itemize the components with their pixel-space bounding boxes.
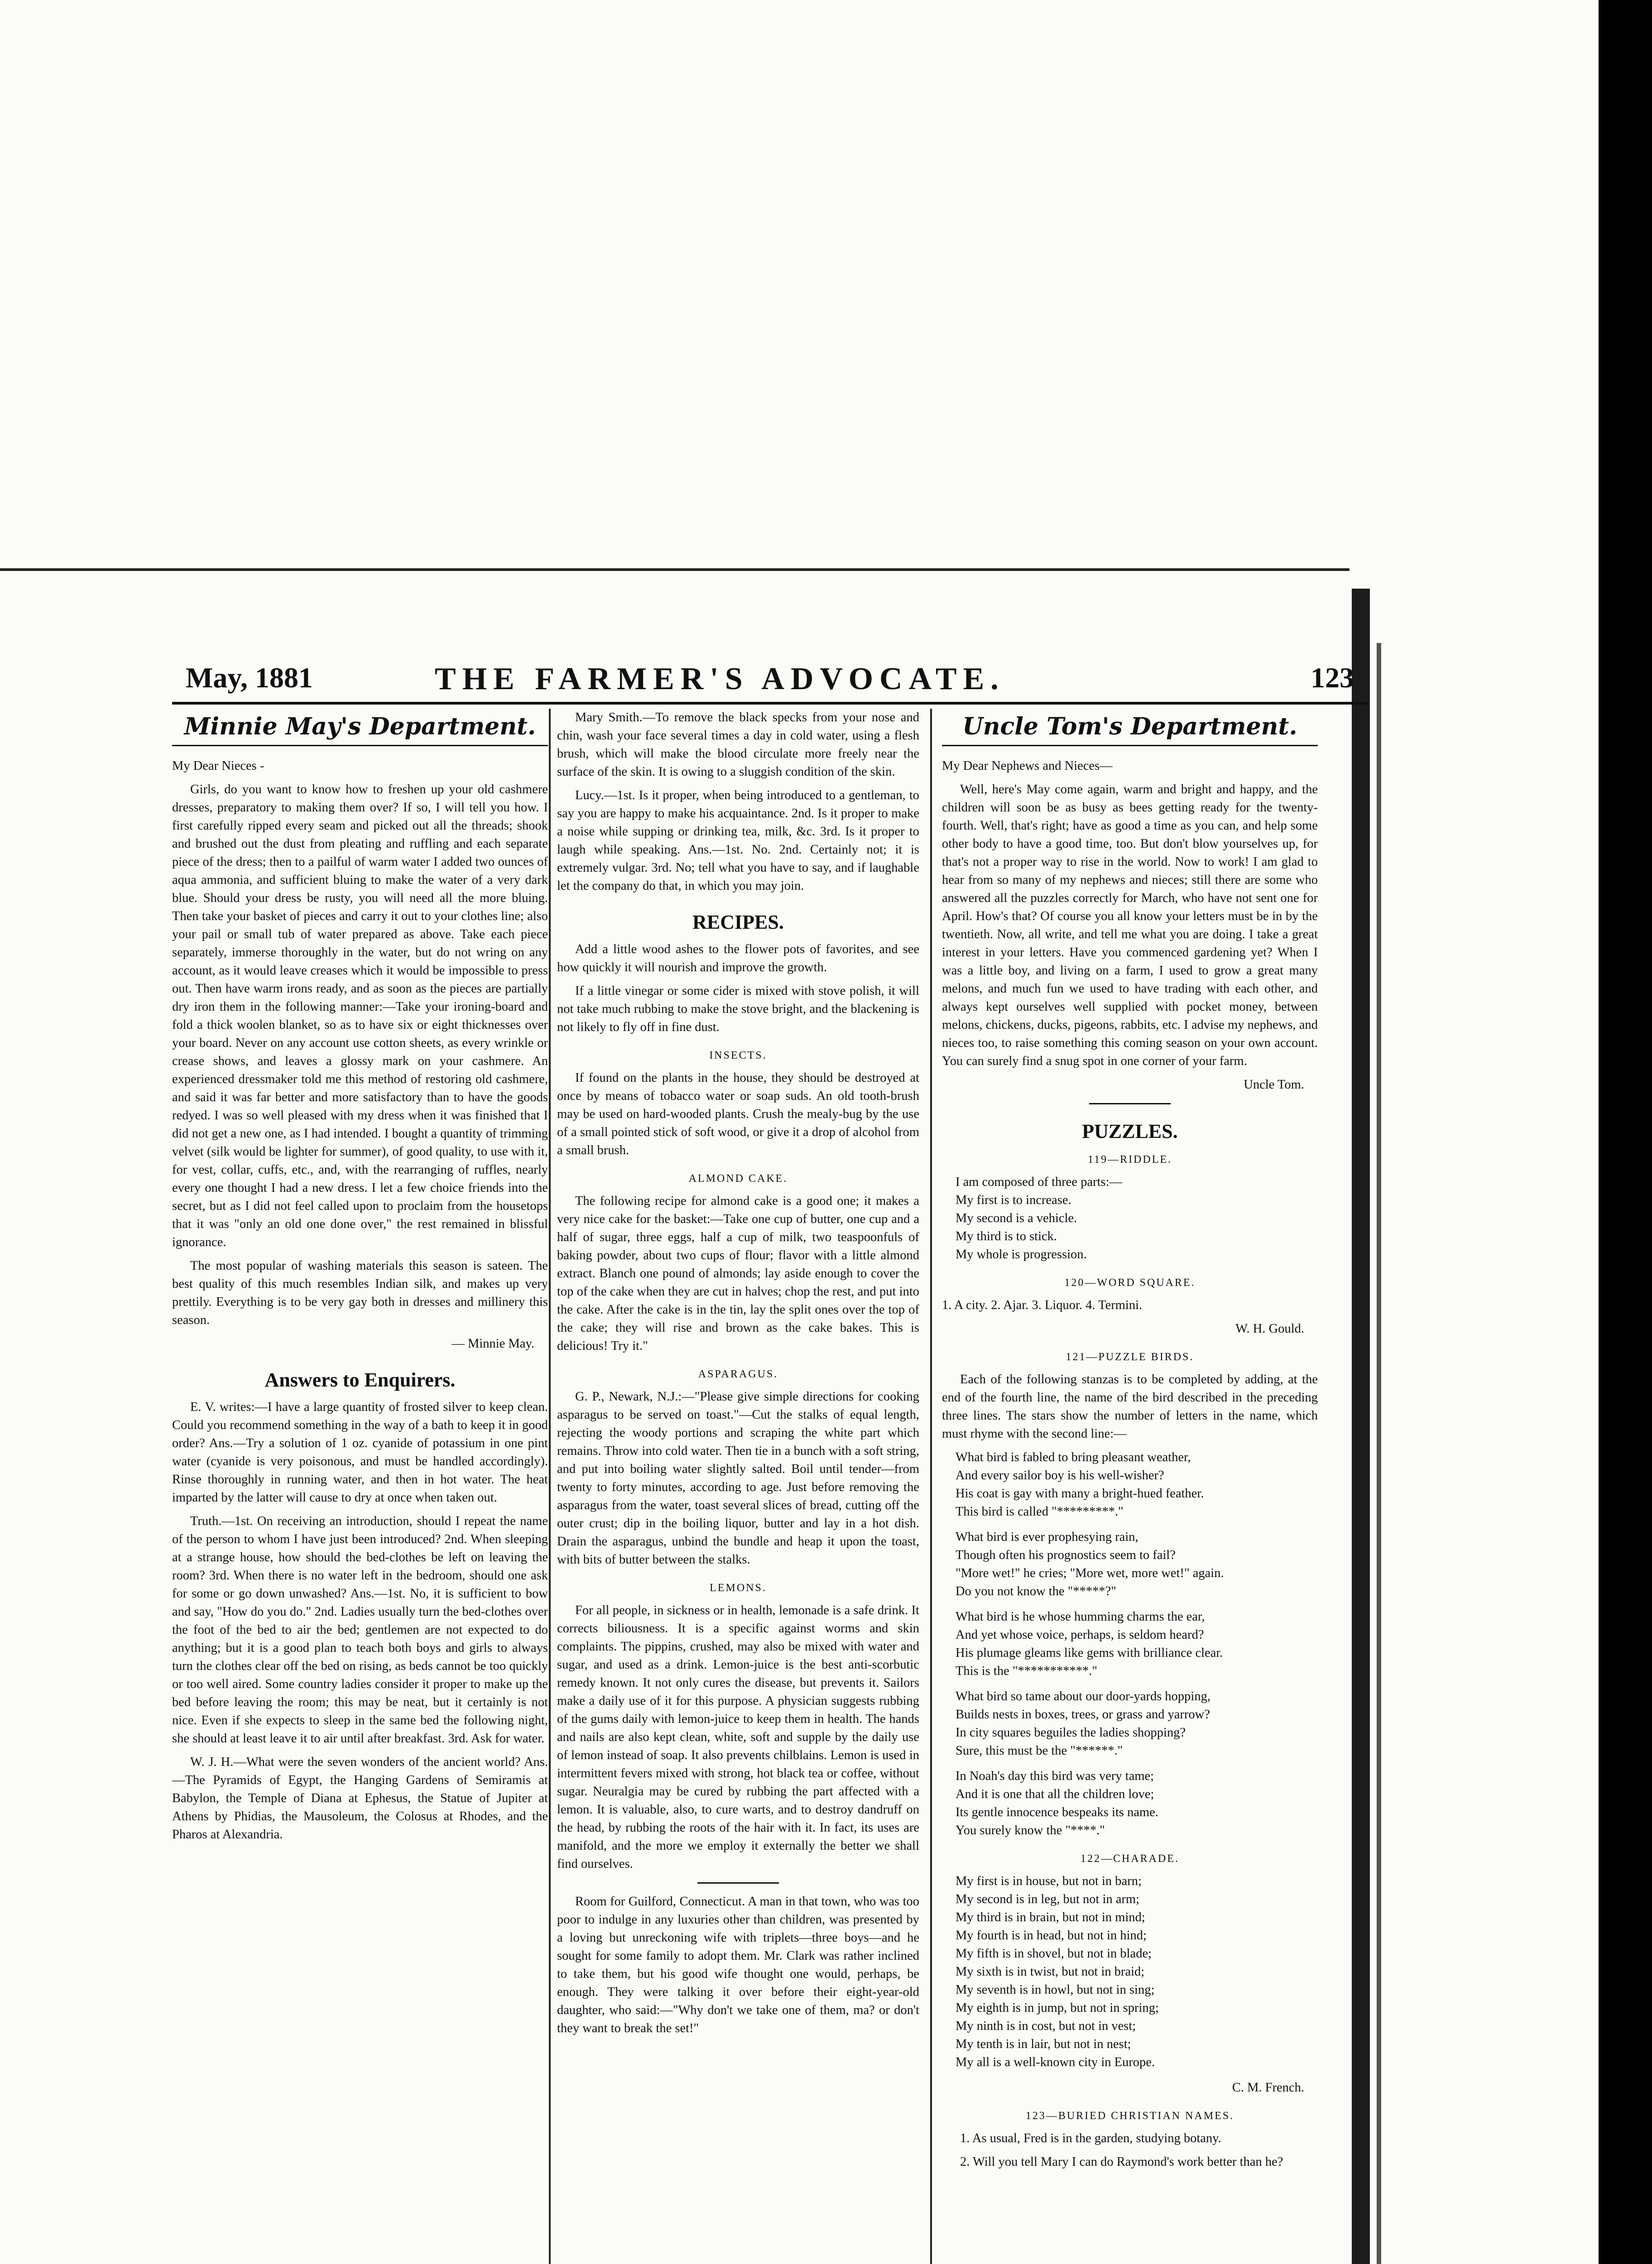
recipe-paragraph: If a little vinegar or some cider is mixed with stove polish, it will not take much rubbing to make the stove bright, and the blackening is not likely to fly off in fine dust. (557, 984, 919, 1034)
header-rule (172, 702, 1368, 705)
puzzle-heading-119: 119—RIDDLE. (1087, 1154, 1172, 1166)
page-header (181, 657, 1359, 706)
section-rule (172, 745, 548, 746)
puzzle-heading-123: 123—BURIED CHRISTIAN NAMES. (1025, 2110, 1234, 2122)
puzzle-text-119: I am composed of three parts:— My first is to increase. My second is a vehicle. My third is to stick. My whole is progression. (956, 1175, 1123, 1262)
recipe-paragraph: The following recipe for almond cake is a good one; it makes a very nice cake for the basket:—Take one cup of butter, one cup and a half of sugar, three eggs, half a cup of milk, two teaspoonfuls of baking powder, about two cups of flour; flavor with a little almond extract. Blanch one pound of almonds; lay aside enough to cover the top of the cake when they are cut in halves; chop the rest, and put into the cake. After the cake is in the tin, lay the split ones over the top of the cake; they will rise and brown as the cake bakes. This is delicious! Try it." (557, 1194, 919, 1353)
puzzle-signature-120: W. H. Gould. (1235, 1322, 1304, 1336)
book-spine-inner (1377, 643, 1381, 2264)
section-title-recipes: RECIPES. (692, 911, 784, 933)
issue-date: May, 1881 (186, 662, 313, 694)
puzzle-verse: What bird is fabled to bring pleasant weather, And every sailor boy is his well-wisher? His coat is gay with many a bright-hued feather. This bird is called "*********." (956, 1450, 1204, 1519)
recipe-paragraph: If found on the plants in the house, they should be destroyed at once by means of tobacco water or soap suds. An old tooth-brush may be used on hard-wooded plants. Crush the mealy-bug by the use of a small pointed stick of soft wood, or give it a drop of alcohol from a small brush. (557, 1071, 919, 1157)
puzzle-text-120: 1. A city. 2. Ajar. 3. Liquor. 4. Termini. (942, 1298, 1143, 1312)
recipe-heading-insects: INSECTS. (709, 1050, 767, 1061)
masthead-title: THE FARMER'S ADVOCATE. (435, 662, 1005, 696)
answer-paragraph: W. J. H.—What were the seven wonders of the ancient world? Ans.—The Pyramids of Egypt, the Hanging Gardens of Semiramis at Babylon, the Temple of Diana at Ephesus, the Statue of Jupiter at Athens by Phidias, the Mausoleum, the Colosus at Rhodes, and the Pharos at Alexandria. (172, 1755, 548, 1842)
column-divider-2 (930, 709, 932, 2264)
recipe-heading-asparagus: ASPARAGUS. (698, 1368, 778, 1380)
recipe-paragraph: G. P., Newark, N.J.:—"Please give simple directions for cooking asparagus to be served on toast."—Cut the stalks of equal length, rejecting the woody portions and scraping the white part which remains. Throw into cold water. Then tie in a bunch with a soft string, and put into boiling water slightly salted. Boil until tender—from twenty to forty minutes, according to age. Just before removing the asparagus from the water, toast several slices of bread, cutting off the outer crust; dip in the boiling liquor, butter and lay in a hot dish. Drain the asparagus, unbind the bundle and heap it upon the toast, with bits of butter between the stalks. (557, 1390, 919, 1567)
article-paragraph: Girls, do you want to know how to freshen up your old cashmere dresses, preparatory to making them over? If so, I will tell you how. I first carefully ripped every seam and picked out all the threads; shook and brushed out the dust from pleating and ruffling and each separate piece of the dress; then to a pailful of warm water I added two ounces of aqua ammonia, and sufficient bluing to make the water of a very dark blue. Should your dress be rusty, you will need all the more bluing. Then take your basket of pieces and carry it out to your clothes line; also your pail or small tub of water prepared as above. Take each piece separately, immerse thoroughly in the water, but do not wring on any account, as it would leave creases which it would be impossible to press out. Then have warm irons ready, and as soon as the pieces are partially dry iron them in the following manner:—Take your ironing-board and fold a thick woolen blanket, so as to have six or eight thicknesses over your board. Never on any account use cotton sheets, as every wrinkle or crease shows, and leaves a glossy mark on your cashmere. An experienced dressmaker told me this method of restoring old cashmere, and said it was far better and more satisfactory than to have the goods redyed. I was so well pleased with my dress when it was finished that I did not get a new one, as I had intended. I bought a quantity of trimming velvet (silk would be lighter for summer), of good quality, to use with it, for vest, collar, cuffs, etc., and, with the rearranging of ruffles, nearly every one thought I had a new dress. I let a few choice friends into the secret, but as I did not feel called upon to proclaim from the housetops that it was "only an old one done over," the rest remained in blissful ignorance. (172, 782, 548, 1249)
answer-paragraph: Lucy.—1st. Is it proper, when being introduced to a gentleman, to say you are happy to make his acquaintance. 2nd. Is it proper to make a noise while supping or drinking tea, milk, &c. 3rd. Is it proper to laugh while speaking. Ans.—1st. No. 2nd. Certainly not; it is extremely vulgar. 3rd. No; tell what you have to say, and if laughable let the company do that, in which you may join. (557, 788, 919, 893)
column-minnie-may (172, 709, 548, 1849)
column-divider-1 (549, 709, 551, 2264)
article-paragraph: The most popular of washing materials this season is sateen. The best quality of this much resembles Indian silk, and makes up very prettily. Everything is to be very gay both in dresses and millinery this season. (172, 1259, 548, 1327)
salutation: My Dear Nieces - (172, 759, 264, 773)
puzzle-heading-121: 121—PUZZLE BIRDS. (1066, 1351, 1194, 1363)
puzzle-heading-120: 120—WORD SQUARE. (1064, 1277, 1196, 1289)
page-top-edge (0, 568, 1349, 571)
puzzle-verse: What bird so tame about our door-yards hopping, Builds nests in boxes, trees, or grass and yarrow? In city squares beguiles the ladies shopping? Sure, this must be the "******." (956, 1689, 1210, 1758)
recipe-paragraph: Add a little wood ashes to the flower pots of favorites, and see how quickly it will nourish and improve the growth. (557, 942, 919, 974)
separator-rule (697, 1882, 779, 1884)
recipe-heading-lemons: LEMONS. (710, 1582, 767, 1594)
separator-rule (1089, 1103, 1171, 1104)
puzzle-heading-122: 122—CHARADE. (1080, 1853, 1179, 1865)
puzzle-intro-121: Each of the following stanzas is to be completed by adding, at the end of the fourth line, the name of the bird described in the preceding three lines. The stars show the number of letters in the name, which must rhyme with the second line:— (942, 1372, 1318, 1441)
signature: Uncle Tom. (1244, 1078, 1304, 1092)
page-number: 123 (1311, 662, 1354, 694)
answer-paragraph: Mary Smith.—To remove the black specks from your nose and chin, wash your face several times a day in cold water, using a flesh brush, which will make the blood circulate more freely near the surface of the skin. It is owing to a sluggish condition of the skin. (557, 710, 919, 779)
puzzle-text-122: My first is in house, but not in barn; My second is in leg, but not in arm; My third is in brain, but not in mind; My fourth is in head, but not in hind; My fifth is in shovel, but not in blade; My sixth is in twist, but not in braid; My seventh is in howl, but not in sing; My eighth is in jump, but not in spring; My ninth is in cost, but not in vest; My tenth is in lair, but not in nest; My all is a well-known city in Europe. (956, 1874, 1159, 2069)
column-uncle-tom (942, 709, 1318, 2177)
puzzle-signature-122: C. M. French. (1232, 2081, 1304, 2095)
section-title-minnie-may: Minnie May's Department. (184, 713, 536, 740)
puzzle-line-123: 2. Will you tell Mary I can do Raymond's work better than he? (960, 2155, 1283, 2169)
puzzle-line-123: 1. As usual, Fred is in the garden, studying botany. (960, 2131, 1221, 2145)
puzzle-verse: In Noah's day this bird was very tame; And it is one that all the children love; Its gentle innocence bespeaks its name. You surely know the "****." (956, 1769, 1158, 1837)
puzzle-verse: What bird is he whose humming charms the ear, And yet whose voice, perhaps, is seldom heard? His plumage gleams like gems with brilliance clear. This is the "***********." (956, 1610, 1223, 1678)
section-subtitle-answers: Answers to Enquirers. (264, 1369, 456, 1391)
letter-paragraph: Well, here's May come again, warm and bright and happy, and the children will soon be as busy as bees getting ready for the twenty-fourth. Well, that's right; have as good a time as you can, and help some other body to have a good time, too. But don't blow yourselves up, for that's not a proper way to rise in the world. Now to work! I am glad to hear from so many of my nephews and nieces; still there are some who answered all the puzzles correctly for March, who have not sent one for April. How's that? Of course you all know your letters must be in by the twentieth. Now, all write, and tell me what you are doing. I take a great interest in your letters. Have you commenced gardening yet? When I was a little boy, and living on a farm, I used to grow a great many melons, and much fun we used to have trading with each other, and always kept ourselves well supplied with pocket money, between melons, chickens, ducks, pigeons, rabbits, etc. I advise my nephews, and nieces too, to raise something this coming season on your own account. You can surely find a snug spot in one corner of your farm. (942, 782, 1318, 1068)
puzzle-verse: What bird is ever prophesying rain, Though often his prognostics seem to fail? "More wet!" he cries; "More wet, more wet!" again. Do you not know the "*****?" (956, 1530, 1224, 1598)
answer-paragraph: E. V. writes:—I have a large quantity of frosted silver to keep clean. Could you recommend something in the way of a bath to keep it in good order? Ans.—Try a solution of 1 oz. cyanide of potassium in one pint water (cyanide is very poisonous, and must be handled accordingly). Rinse thoroughly in running water, and then in hot water. The heat imparted by the latter will cause to dry at once when taken out. (172, 1400, 548, 1505)
salutation: My Dear Nephews and Nieces— (942, 759, 1113, 773)
section-rule (942, 745, 1318, 746)
anecdote-paragraph: Room for Guilford, Connecticut. A man in that town, who was too poor to indulge in any luxuries other than children, was presented by a loving but unreckoning wife with triplets—three boys—and he sought for some family to adopt them. Mr. Clark was rather inclined to take them, but his good wife thought one would, perhaps, be enough. They were talking it over before their eight-year-old daughter, who said:—"Why don't we take one of them, ma? or don't they want to break the set!" (557, 1895, 919, 2035)
newspaper-page (154, 634, 1377, 2264)
column-recipes (557, 709, 919, 2043)
recipe-paragraph: For all people, in sickness or in health, lemonade is a safe drink. It corrects biliousness. It is a specific against worms and skin complaints. The pippins, crushed, may also be mixed with water and sugar, and used as a drink. Lemon-juice is the best anti-scorbutic remedy known. It not only cures the disease, but prevents it. Sailors make a daily use of it for this purpose. A physician suggests rubbing of the gums daily with lemon-juice to keep them in health. The hands and nails are also kept clean, white, soft and supple by the daily use of lemon instead of soap. It also prevents chilblains. Lemon is used in intermittent fevers mixed with strong, hot black tea or coffee, without sugar. Neuralgia may be cured by rubbing the part affected with a lemon. It is valuable, also, to cure warts, and to destroy dandruff on the head, by rubbing the roots of the hair with it. In fact, its uses are manifold, and the more we employ it externally the better we shall find ourselves. (557, 1603, 919, 1871)
recipe-heading-almond-cake: ALMOND CAKE. (688, 1173, 788, 1185)
signature: — Minnie May. (451, 1337, 534, 1351)
section-title-uncle-tom: Uncle Tom's Department. (962, 713, 1297, 740)
section-title-puzzles: PUZZLES. (1082, 1120, 1178, 1142)
answer-paragraph: Truth.—1st. On receiving an introduction, should I repeat the name of the person to whom I have just been introduced? 2nd. When sleeping at a strange house, how should the bed-clothes be left on leaving the room? 3rd. When there is no water left in the bedroom, should one ask for some or go down unwashed? Ans.—1st. No, it is sufficient to bow and say, "How do you do." 2nd. Ladies usually turn the bed-clothes over the foot of the bed to air the bed; gentlemen are not expected to do anything; but it is a good plan to teach both boys and girls to always turn the clothes clear off the bed on rising, as beds cannot be too quickly or too well aired. Some country ladies consider it proper to make up the bed before leaving the room; this may be neat, but it certainly is not nice. Even if she expects to sleep in the same bed the following night, she should at least leave it to air until after breakfast. 3rd. Ask for water. (172, 1514, 548, 1746)
